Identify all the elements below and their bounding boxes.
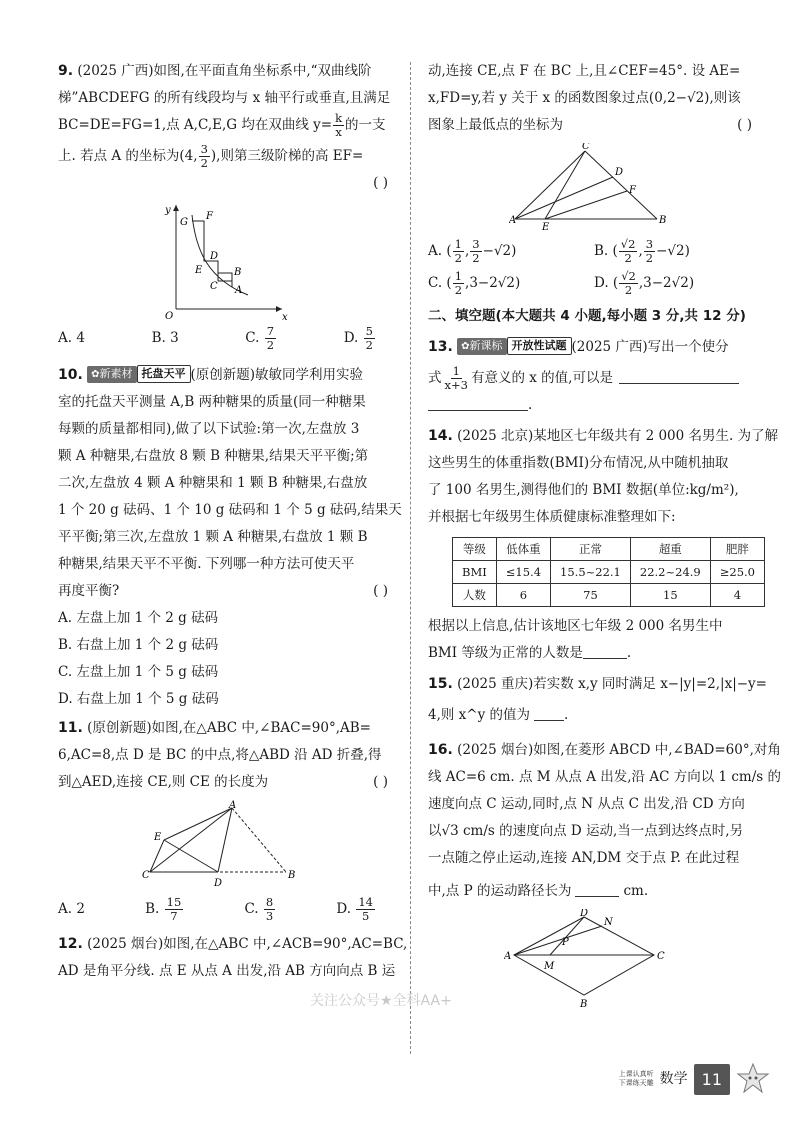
answer-paren: ( ) [373, 583, 388, 599]
option-c[interactable]: C. $\frac{8}{3}$ [244, 895, 274, 923]
fraction: $\frac{1}{x+3}$ [444, 364, 468, 392]
column-divider [410, 62, 411, 1054]
answer-paren: ( ) [373, 175, 388, 191]
answer-blank[interactable] [583, 642, 627, 659]
label-E: E [195, 265, 203, 276]
options-q12 [428, 235, 760, 299]
option-a[interactable]: A. 左盘上加 1 个 2 g 砝码 [58, 610, 219, 626]
question-number: 16. [428, 742, 453, 758]
left-column [58, 58, 408, 985]
bmi-table [452, 537, 765, 607]
option-b[interactable]: B. 3 [151, 330, 179, 346]
label-B: B [288, 870, 296, 881]
footer-slogan: 上课认真听 下课练天雕 [618, 1070, 654, 1087]
option-d[interactable]: D. $\frac{5}{2}$ [343, 324, 373, 352]
question-number: 15. [428, 676, 453, 692]
mascot-icon [736, 1062, 770, 1096]
figure-rhombus [504, 909, 684, 1009]
question-10: 10. ✿新素材 托盘天平 (原创新题)敏敏同学利用实验 室的托盘天平测量 A,B 两种糖果的质量(同一种糖果 每颗的质量都相同),做了以下试验:第一次,左盘放 3 颗 A 种糖果,右盘放 8 颗 B 种糖果,结果天平平衡;第 二次,左盘放 4 颗 A 种糖果和 1 颗 B 种糖果,右盘放 1 个 20 g 砝码、1 个 10 g 砝码和 1 个 5 g 砝码,结果天 平平衡;第三次,左盘放 1 颗 A 种糖果,右盘放 1 颗 B 种糖果,结果天平不平衡. 下列哪一种方法可使天平 再度平衡? ( ) A. 左盘上加 1 个 2 g 砝码 B. 右盘上加 1 个 2 g 砝码 C. 左盘上加 1 个 5 g 砝码 D. 右盘上加 1 个 5 g 砝码 [58, 362, 396, 713]
question-number: 11. [58, 720, 83, 736]
star-icon: ✿ [461, 341, 470, 352]
label-D: D [615, 167, 624, 178]
answer-blank[interactable] [534, 704, 564, 721]
label-B: B [659, 215, 667, 226]
watermark: 关注公众号★全科AA+ [310, 993, 452, 1009]
fraction: $\frac{3}{2}$ [200, 142, 208, 170]
tag-topic: 开放性试题 [507, 337, 572, 355]
label-A: A [504, 951, 512, 962]
figure-right-isosceles-triangle [509, 143, 679, 231]
label-B: B [580, 999, 588, 1009]
question-15: 15. (2025 重庆)若实数 x,y 同时满足 x−|y|=2,|x|−y= 4,则 x^y 的值为 . [428, 676, 767, 723]
label-x: x [282, 312, 288, 321]
question-14: 14. (2025 北京)某地区七年级共有 2 000 名男生. 为了解 这些男生的体重指数(BMI)分布情况,从中随机抽取 了 100 名男生,测得他们的 BMI 数据(单位:kg/m²), 并根据七年级男生体质健康标准整理如下: 等级 低体重 正常 超重 肥胖 BMI ≤15.4 15.5~22.1 22.2~24.9 ≥25.0 人数 6 75 15 4 根据以上信息,估计该地区七年级 2 000 名男生中 BMI 等级为正常的人数是 . [428, 428, 779, 661]
label-F: F [206, 211, 213, 222]
label-D: D [214, 878, 223, 889]
label-C: C [210, 281, 218, 292]
tag-new-material: ✿新素材 [87, 366, 136, 383]
label-E: E [154, 832, 162, 843]
question-9: 9. (2025 广西)如图,在平面直角坐标系中,“双曲线阶 梯”ABCDEFG 的所有线段均与 x 轴平行或垂直,且满足 BC=DE=FG=1,点 A,C,E,G 均在双曲线 y= $\frac{k}{x}$ 的一支 上. 若点 A 的坐标为(4, $\frac{3}{2}$ ),则第三级阶梯的高 EF= ( ) y G F D E B C A O x A. 4 B. 3 C. $\frac{7}{2}$ D. $\frac{5}{2}$ [58, 58, 396, 352]
label-y: y [165, 205, 171, 216]
option-b[interactable]: B. ( $\frac{√2}{2}$ , $\frac{3}{2}$ −√2) [594, 237, 690, 265]
option-d[interactable]: D. $\frac{14}{5}$ [336, 895, 373, 923]
label-M: M [544, 961, 555, 972]
page-number: 11 [694, 1064, 730, 1095]
answer-paren: ( ) [737, 117, 752, 133]
question-number: 10. [58, 367, 83, 383]
star-icon: ✿ [91, 369, 100, 380]
option-d[interactable]: D. ( $\frac{√2}{2}$ ,3−2√2) [594, 269, 695, 297]
options-q9 [58, 325, 396, 352]
option-a[interactable]: A. 2 [58, 901, 85, 917]
question-12-continued: 动,连接 CE,点 F 在 BC 上,且∠CEF=45°. 设 AE= x,FD=y,若 y 关于 x 的函数图象过点(0,2−√2),则该 图象上最低点的坐标为 ( ) C D F A E B A. ( $\frac{1}{2}$ , $\frac{3}{2}$ −√2) B. ( $\frac{√2}{2}$ , $\frac{3}{2}$ −√2) C. ( $\frac{1}{2}$ ,3−2√2) D. ( $\frac{√2}{2}$ ,3−2√2) [428, 58, 760, 299]
label-G: G [180, 217, 188, 228]
section-title-fill-in: 二、填空题(本大题共 4 小题,每小题 3 分,共 12 分) [428, 308, 746, 324]
option-b[interactable]: B. $\frac{15}{7}$ [145, 895, 182, 923]
label-N: N [604, 917, 613, 928]
question-11: 11. (原创新题)如图,在△ABC 中,∠BAC=90°,AB= 6,AC=8,点 D 是 BC 的中点,将△ABD 沿 AD 折叠,得 到△AED,连接 CE,则 CE 的长度为 ( ) A E C D B A. 2 B. $\frac{15}{7}$ C. $\frac{8}{3}$ D. $\frac{14}{5}$ [58, 715, 396, 923]
label-P: P [562, 937, 569, 948]
option-c[interactable]: C. $\frac{7}{2}$ [245, 324, 275, 352]
options-q11 [58, 896, 396, 923]
page-footer [619, 1062, 770, 1096]
question-number: 9. [58, 63, 74, 79]
answer-blank-cont[interactable] [428, 394, 528, 411]
question-12: 12. (2025 烟台)如图,在△ABC 中,∠ACB=90°,AC=BC, AD 是角平分线. 点 E 从点 A 出发,沿 AB 方向向点 B 运 [58, 936, 408, 979]
label-C: C [657, 951, 665, 962]
option-a[interactable]: A. 4 [58, 330, 85, 346]
fraction: $\frac{k}{x}$ [335, 111, 343, 139]
right-column [428, 58, 781, 1013]
label-O: O [165, 311, 174, 321]
answer-paren: ( ) [373, 774, 388, 790]
label-A: A [229, 800, 237, 811]
question-13: 13. ✿新课标 开放性试题 (2025 广西)写出一个使分 式 $\frac{1}{x+3}$ 有意义的 x 的值,可以是 . [428, 334, 760, 419]
question-number: 13. [428, 339, 453, 355]
table-row: 人数 6 75 15 4 [453, 584, 765, 607]
figure-hyperbola-stairs [162, 201, 292, 321]
table-header-row: 等级 低体重 正常 超重 肥胖 [453, 538, 765, 561]
answer-blank[interactable] [575, 880, 619, 897]
option-d[interactable]: D. 右盘上加 1 个 5 g 砝码 [58, 691, 219, 707]
question-number: 14. [428, 428, 453, 444]
label-C: C [582, 143, 590, 152]
label-B: B [234, 267, 242, 278]
table-row: BMI ≤15.4 15.5~22.1 22.2~24.9 ≥25.0 [453, 561, 765, 584]
tag-topic: 托盘天平 [137, 365, 191, 383]
label-A: A [235, 285, 243, 296]
option-b[interactable]: B. 右盘上加 1 个 2 g 砝码 [58, 637, 219, 653]
footer-subject: 数学 [659, 1070, 688, 1087]
tag-new-standard: ✿新课标 [457, 338, 506, 355]
label-D: D [210, 251, 219, 262]
label-C: C [142, 870, 150, 881]
answer-blank[interactable] [619, 367, 739, 384]
option-a[interactable]: A. ( $\frac{1}{2}$ , $\frac{3}{2}$ −√2) [428, 237, 517, 265]
figure-fold-triangle [142, 800, 312, 892]
label-F: F [629, 185, 636, 196]
question-number: 12. [58, 936, 83, 952]
option-c[interactable]: C. 左盘上加 1 个 5 g 砝码 [58, 664, 219, 680]
question-16: 16. (2025 烟台)如图,在菱形 ABCD 中,∠BAD=60°,对角 线 AC=6 cm. 点 M 从点 A 出发,沿 AC 方向以 1 cm/s 的 速度向点 C 运动,同时,点 N 从点 C 出发,沿 CD 方向 以√3 cm/s 的速度向点 D 运动,当一点到达终点时,另 一点随之停止运动,连接 AN,DM 交于点 P. 在此过程 中,点 P 的运动路径长为 cm. D N A P C M B [428, 742, 781, 1009]
label-E: E [542, 222, 550, 231]
label-D: D [580, 909, 589, 919]
label-A: A [509, 215, 517, 226]
option-c[interactable]: C. ( $\frac{1}{2}$ ,3−2√2) [428, 269, 521, 297]
